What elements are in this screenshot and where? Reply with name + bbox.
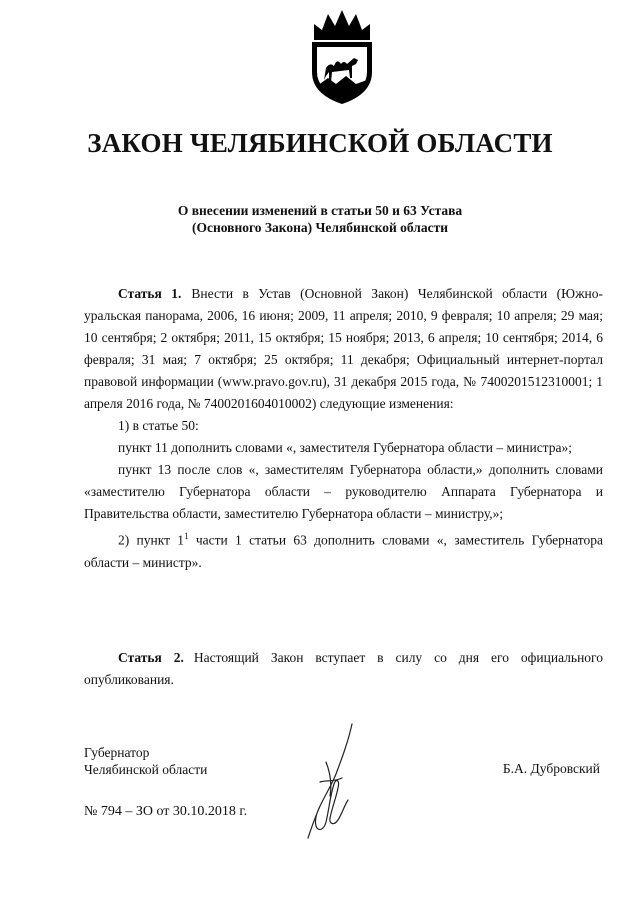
article-2-text: Настоящий Закон вступает в силу со дня его официального опубликования. xyxy=(84,650,604,687)
signatory-name: Б.А. Дубровский xyxy=(502,761,600,776)
document-number: № 794 – ЗО от 30.10.2018 г. xyxy=(84,804,248,819)
article-1-item-1-b xyxy=(84,459,603,525)
article-1-item-2-sup: 1 xyxy=(184,531,189,541)
signatory-position-line-1: Губернатор xyxy=(84,745,150,760)
article-1-item-1: 1) в статье 50: xyxy=(118,418,199,433)
law-subtitle xyxy=(0,202,640,236)
chelyabinsk-coat-of-arms-icon xyxy=(304,8,380,106)
law-title: ЗАКОН ЧЕЛЯБИНСКОЙ ОБЛАСТИ xyxy=(87,128,553,158)
subtitle-line-1: О внесении изменений в статьи 50 и 63 Устава xyxy=(177,203,463,218)
article-1-item-2-before: 2) пункт 1 xyxy=(118,532,185,548)
article-2-body xyxy=(84,647,603,691)
subtitle-line-2: (Основного Закона) Челябинской области xyxy=(191,220,448,235)
handwritten-signature-icon xyxy=(296,722,364,840)
article-1-label: Статья 1. xyxy=(118,286,182,301)
article-2-label: Статья 2. xyxy=(118,650,184,665)
article-1-intro xyxy=(84,283,603,415)
article-1-item-2-after: части 1 статьи 63 дополнить словами «, заместитель Губернатора области – министр». xyxy=(84,532,603,570)
article-1-item-1-a: пункт 11 дополнить словами «, заместителя Губернатора области – министра»; xyxy=(118,440,572,455)
signatory-position xyxy=(84,744,207,778)
signatory-position-line-2: Челябинской области xyxy=(84,762,208,777)
article-1-item-2 xyxy=(84,525,603,574)
article-1-intro-text: Внести в Устав (Основной Закон) Челябинской области (Южно-уральская панорама, 2006, 16 июня; 2009, 11 апреля; 2010, 9 февраля; 10 апреля; 29 мая; 10 сентября; 2 октября; 2011, 15 октября; 15 ноября; 2013, 6 апреля; 10 сентября; 2014, 6 февраля; 31 мая; 7 октября; 25 октября; 11 декабря; Официальный интернет-портал правовой информации (www.pravo.gov.ru), 31 декабря 2015 года, № 7400201512310001; 1 апреля 2016 года, № 7400201604010002) следующие изменения: xyxy=(84,286,604,411)
article-1-item-1-b-text: пункт 13 после слов «, заместителям Губернатора области,» дополнить словами «заместителю Губернатора области – руководителю Аппарата Губернатора и Правительства области, заместителю Губернатора области – министру,»; xyxy=(84,462,603,521)
article-2 xyxy=(84,647,603,691)
article-1 xyxy=(84,283,603,574)
